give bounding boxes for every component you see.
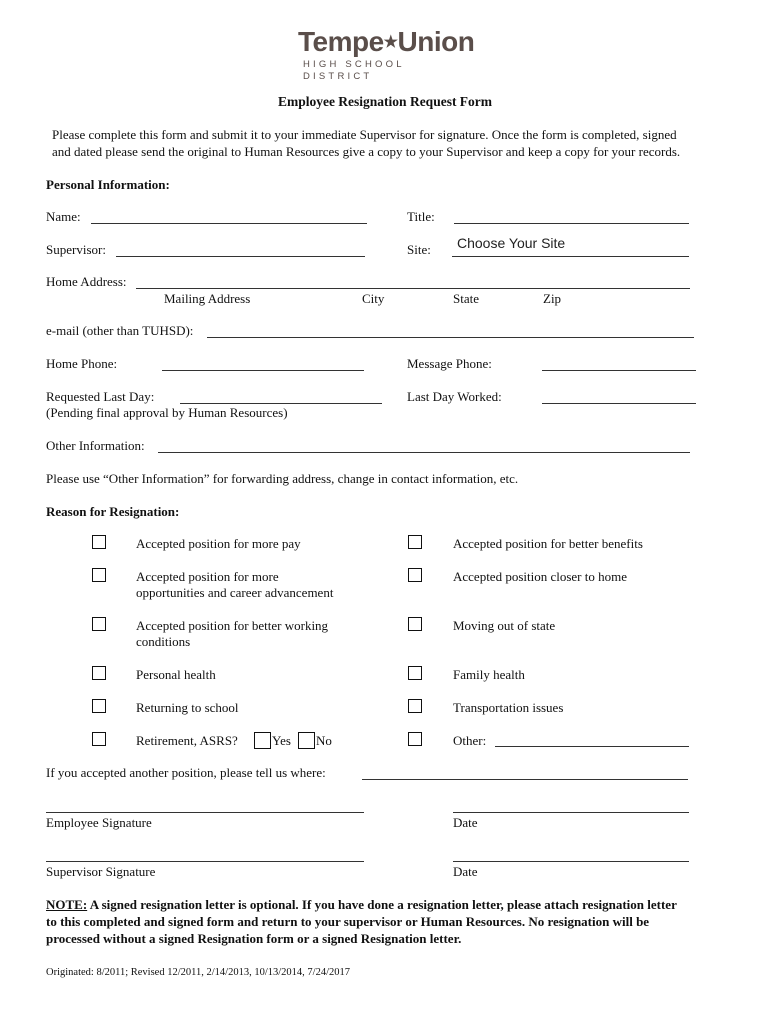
reason-transportation-label: Transportation issues [453,700,564,715]
another-position-label: If you accepted another position, please tell us where: [46,765,326,780]
name-field[interactable] [91,223,367,224]
reason-transportation-checkbox[interactable] [408,699,422,713]
state-caption: State [453,291,479,306]
retirement-no-checkbox[interactable] [298,732,315,749]
city-caption: City [362,291,385,306]
reason-career-advancement-checkbox[interactable] [92,568,106,582]
reason-moving-checkbox[interactable] [408,617,422,631]
reason-more-pay-label: Accepted position for more pay [136,536,301,551]
last-day-worked-field[interactable] [542,403,696,404]
pending-approval-note: (Pending final approval by Human Resources) [46,405,288,420]
note-line-2: to this completed and signed form and return to your supervisor or Human Resources. No resignation will be [46,914,650,929]
other-info-note: Please use “Other Information” for forwarding address, change in contact information, etc. [46,471,519,486]
site-underline [452,256,689,257]
intro-line-2: and dated please send the original to Human Resources give a copy to your Supervisor and keep a copy for your records. [52,144,681,159]
email-label: e-mail (other than TUHSD): [46,323,194,338]
logo-part2: Union [397,26,475,57]
reason-returning-school-label: Returning to school [136,700,239,715]
supervisor-date-label: Date [453,864,478,879]
reason-better-benefits-label: Accepted position for better benefits [453,536,643,551]
note-text-1: A signed resignation letter is optional. If you have done a resignation letter, please attach resignation letter [87,897,677,912]
personal-info-heading: Personal Information: [46,177,170,192]
retirement-yes-checkbox[interactable] [254,732,271,749]
requested-last-day-label: Requested Last Day: [46,389,155,404]
employee-signature-label: Employee Signature [46,815,152,830]
reason-better-benefits-checkbox[interactable] [408,535,422,549]
note-label: NOTE: [46,897,88,912]
reason-working-conditions-label: Accepted position for better working [136,618,329,633]
email-field[interactable] [207,337,694,338]
reason-other-label: Other: [453,733,487,748]
message-phone-field[interactable] [542,370,696,371]
title-label: Title: [407,209,435,224]
home-phone-label: Home Phone: [46,356,118,371]
logo-wordmark [298,27,473,58]
supervisor-label: Supervisor: [46,242,106,257]
supervisor-signature-label: Supervisor Signature [46,864,156,879]
reason-other-checkbox[interactable] [408,732,422,746]
message-phone-label: Message Phone: [407,356,492,371]
site-label: Site: [407,242,431,257]
home-phone-field[interactable] [162,370,364,371]
reason-retirement-label: Retirement, ASRS? [136,733,238,748]
reason-working-conditions-checkbox[interactable] [92,617,106,631]
supervisor-field[interactable] [116,256,365,257]
note-line-3: processed without a signed Resignation form or a signed Resignation letter. [46,931,462,946]
district-logo [298,27,473,83]
form-title: Employee Resignation Request Form [277,94,493,109]
reason-more-pay-checkbox[interactable] [92,535,106,549]
reason-family-health-checkbox[interactable] [408,666,422,680]
employee-signature-line[interactable] [46,812,364,813]
other-info-label: Other Information: [46,438,145,453]
last-day-worked-label: Last Day Worked: [407,389,502,404]
retirement-yes-label: Yes [272,733,291,748]
zip-caption: Zip [543,291,562,306]
intro-line-1: Please complete this form and submit it to your immediate Supervisor for signature. Once the form is completed, signed [52,127,677,142]
logo-part1: Tempe [298,26,384,57]
reason-career-advancement-label-2: opportunities and career advancement [136,585,334,600]
logo-star-icon: ★ [383,34,398,51]
mailing-address-caption: Mailing Address [164,291,251,306]
reason-returning-school-checkbox[interactable] [92,699,106,713]
supervisor-date-line[interactable] [453,861,689,862]
logo-subtitle: HIGH SCHOOL DISTRICT [303,59,405,82]
reason-closer-home-checkbox[interactable] [408,568,422,582]
reason-personal-health-label: Personal health [136,667,216,682]
reason-working-conditions-label-2: conditions [136,634,191,649]
revision-footer: Originated: 8/2011; Revised 12/2011, 2/14/2013, 10/13/2014, 7/24/2017 [46,967,350,978]
reason-family-health-label: Family health [453,667,525,682]
reason-personal-health-checkbox[interactable] [92,666,106,680]
employee-date-label: Date [453,815,478,830]
reason-career-advancement-label: Accepted position for more [136,569,279,584]
reason-closer-home-label: Accepted position closer to home [453,569,628,584]
other-info-field[interactable] [158,452,690,453]
reason-moving-label: Moving out of state [453,618,556,633]
site-select[interactable]: Choose Your Site [457,235,566,251]
requested-last-day-field[interactable] [180,403,382,404]
reason-retirement-checkbox[interactable] [92,732,106,746]
reason-heading: Reason for Resignation: [46,504,180,519]
supervisor-signature-line[interactable] [46,861,364,862]
another-position-field[interactable] [362,779,688,780]
employee-date-line[interactable] [453,812,689,813]
title-field[interactable] [454,223,689,224]
home-address-label: Home Address: [46,274,127,289]
note-line-1 [46,897,677,913]
home-address-field[interactable] [136,288,690,289]
reason-other-field[interactable] [495,746,689,747]
name-label: Name: [46,209,81,224]
retirement-no-label: No [316,733,332,748]
